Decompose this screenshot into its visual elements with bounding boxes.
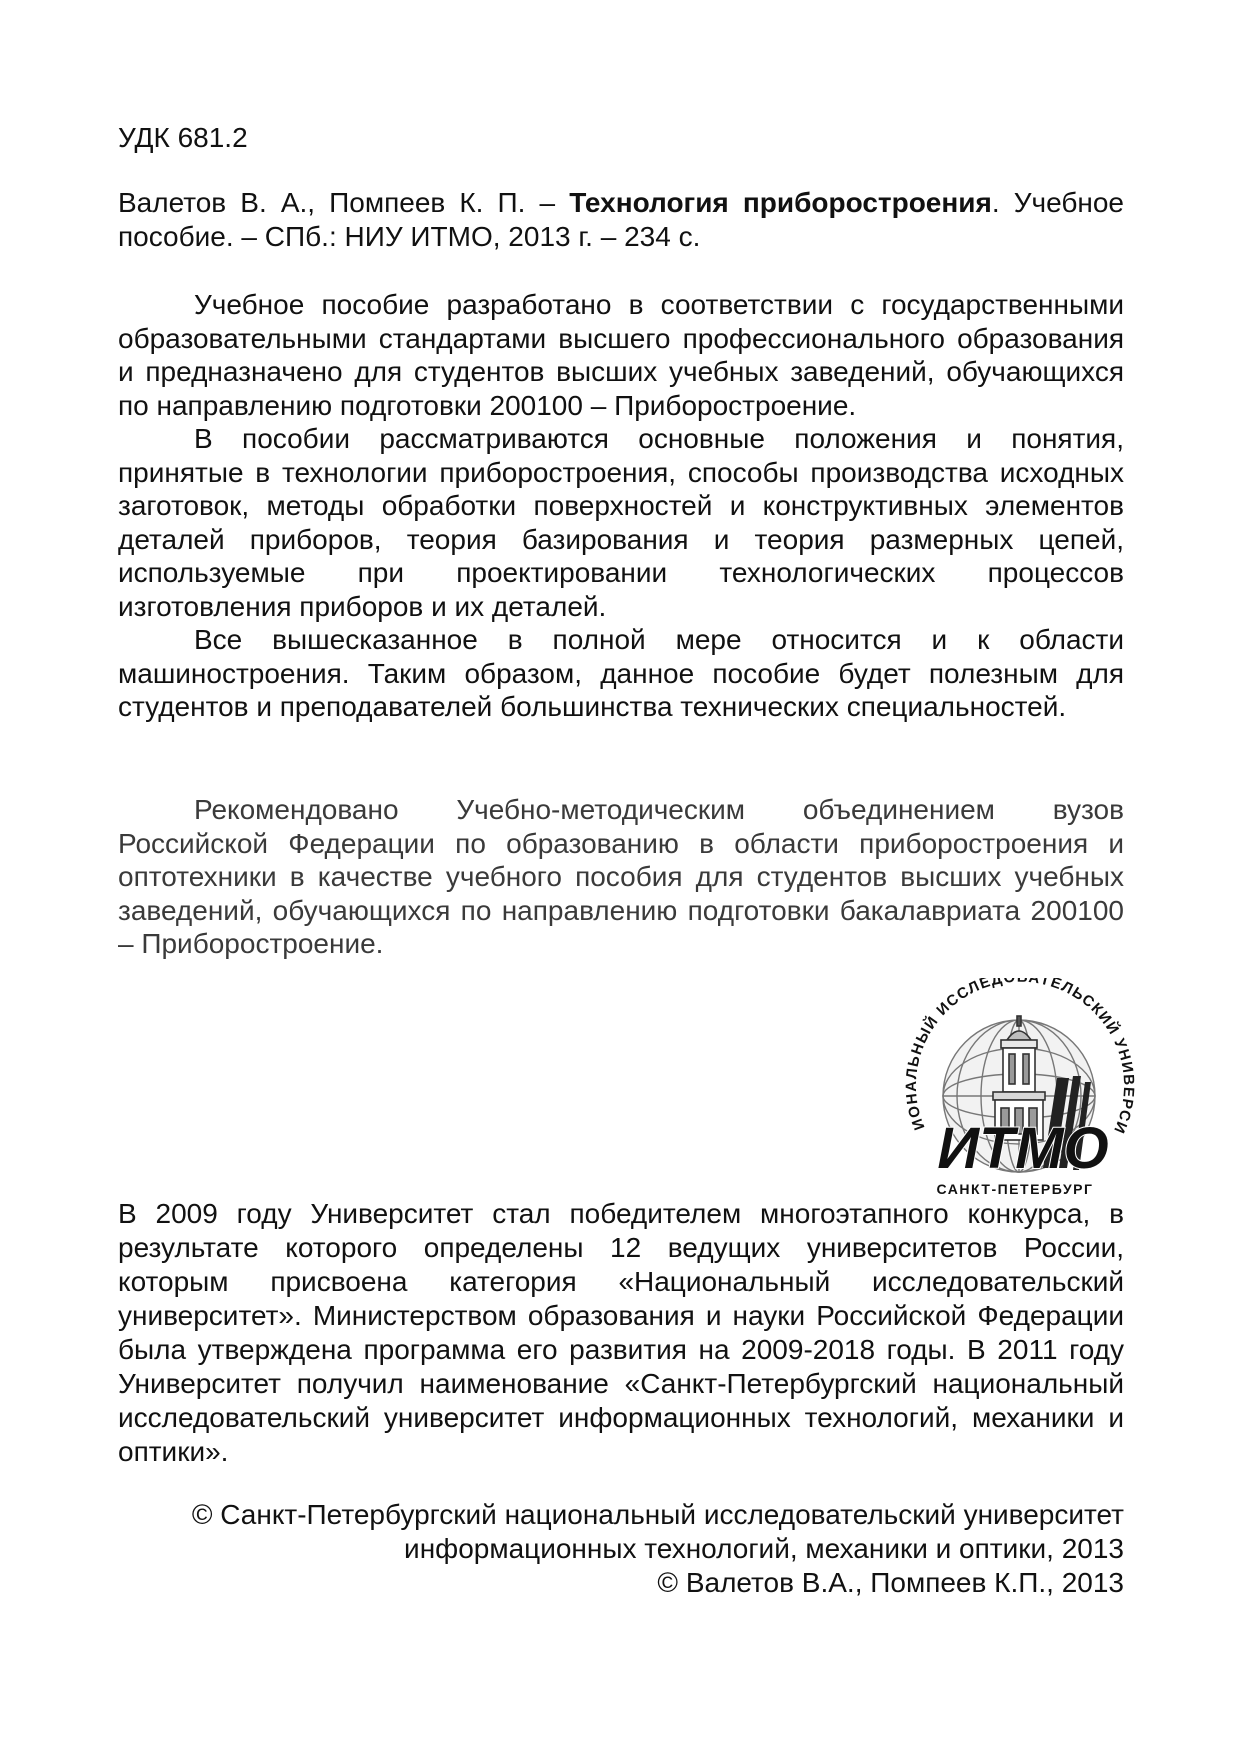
bibliographic-citation bbox=[118, 186, 1124, 254]
logo-ring-text: ИОНАЛЬНЫЙ ИССЛЕД АТЕЛЬСКИЙ УНИВЕРСИ bbox=[902, 978, 1138, 1137]
abstract-paragraph-3: Все вышесказанное в полной мере относится и к области машиностроения. Таким образом, данное пособие будет полезным для студентов и преподавателей большинства технических специальностей. bbox=[118, 624, 1124, 722]
logo-city: САНКТ-ПЕТЕРБУРГ bbox=[936, 1181, 1094, 1197]
copyright-line-2: информационных технологий, механики и оптики, 2013 bbox=[404, 1533, 1124, 1564]
udk-code: УДК 681.2 bbox=[118, 122, 248, 153]
abstract bbox=[118, 288, 1124, 724]
copyright-line-1: © Санкт-Петербургский национальный исследовательский университет bbox=[191, 1499, 1124, 1530]
logo-wordmark: ИТМО bbox=[937, 1116, 1109, 1181]
university-history: В 2009 году Университет стал победителем многоэтапного конкурса, в результате которого определены 12 ведущих университетов России, которым присвоена категория «Национальный исследовательский университет». Министерством образования и науки Российской Федерации была утверждена программа его развития на 2009-2018 годы. В 2011 году Университет получил наименование «Санкт-Петербургский национальный исследовательский университет информационных технологий, механики и оптики». bbox=[118, 1198, 1124, 1467]
citation-title: Технология приборостроения bbox=[569, 187, 992, 218]
itmo-logo bbox=[891, 978, 1155, 1200]
copyright-block bbox=[118, 1498, 1124, 1600]
citation-publication: . Учебное пособие. – СПб.: НИУ ИТМО, 2013 г. – 234 с. bbox=[118, 187, 1124, 252]
recommendation-text: Рекомендовано Учебно-методическим объединением вузов Российской Федерации по образованию в области приборостроения и оптотехники в качестве учебного пособия для студентов высших учебных заведений, обучающихся по направлению подготовки бакалавриата 200100 – Приборостроение. bbox=[118, 794, 1124, 959]
abstract-paragraph-2: В пособии рассматриваются основные положения и понятия, принятые в технологии приборостроения, способы производства исходных заготовок, методы обработки поверхностей и конструктивных элементов деталей приборов, теория базирования и теория размерных цепей, используемые при проектировании технологических процессов изготовления приборов и их деталей. bbox=[118, 423, 1124, 622]
abstract-paragraph-1: Учебное пособие разработано в соответствии с государственными образовательными стандартами высшего профессионального образования и предназначено для студентов высших учебных заведений, обучающихся по направлению подготовки 200100 – Приборостроение. bbox=[118, 289, 1124, 421]
citation-authors: Валетов В. А., Помпеев К. П. – bbox=[118, 187, 570, 218]
recommendation bbox=[118, 793, 1124, 961]
copyright-line-3: © Валетов В.А., Помпеев К.П., 2013 bbox=[657, 1567, 1124, 1598]
itmo-logo-graphic bbox=[891, 978, 1155, 1200]
